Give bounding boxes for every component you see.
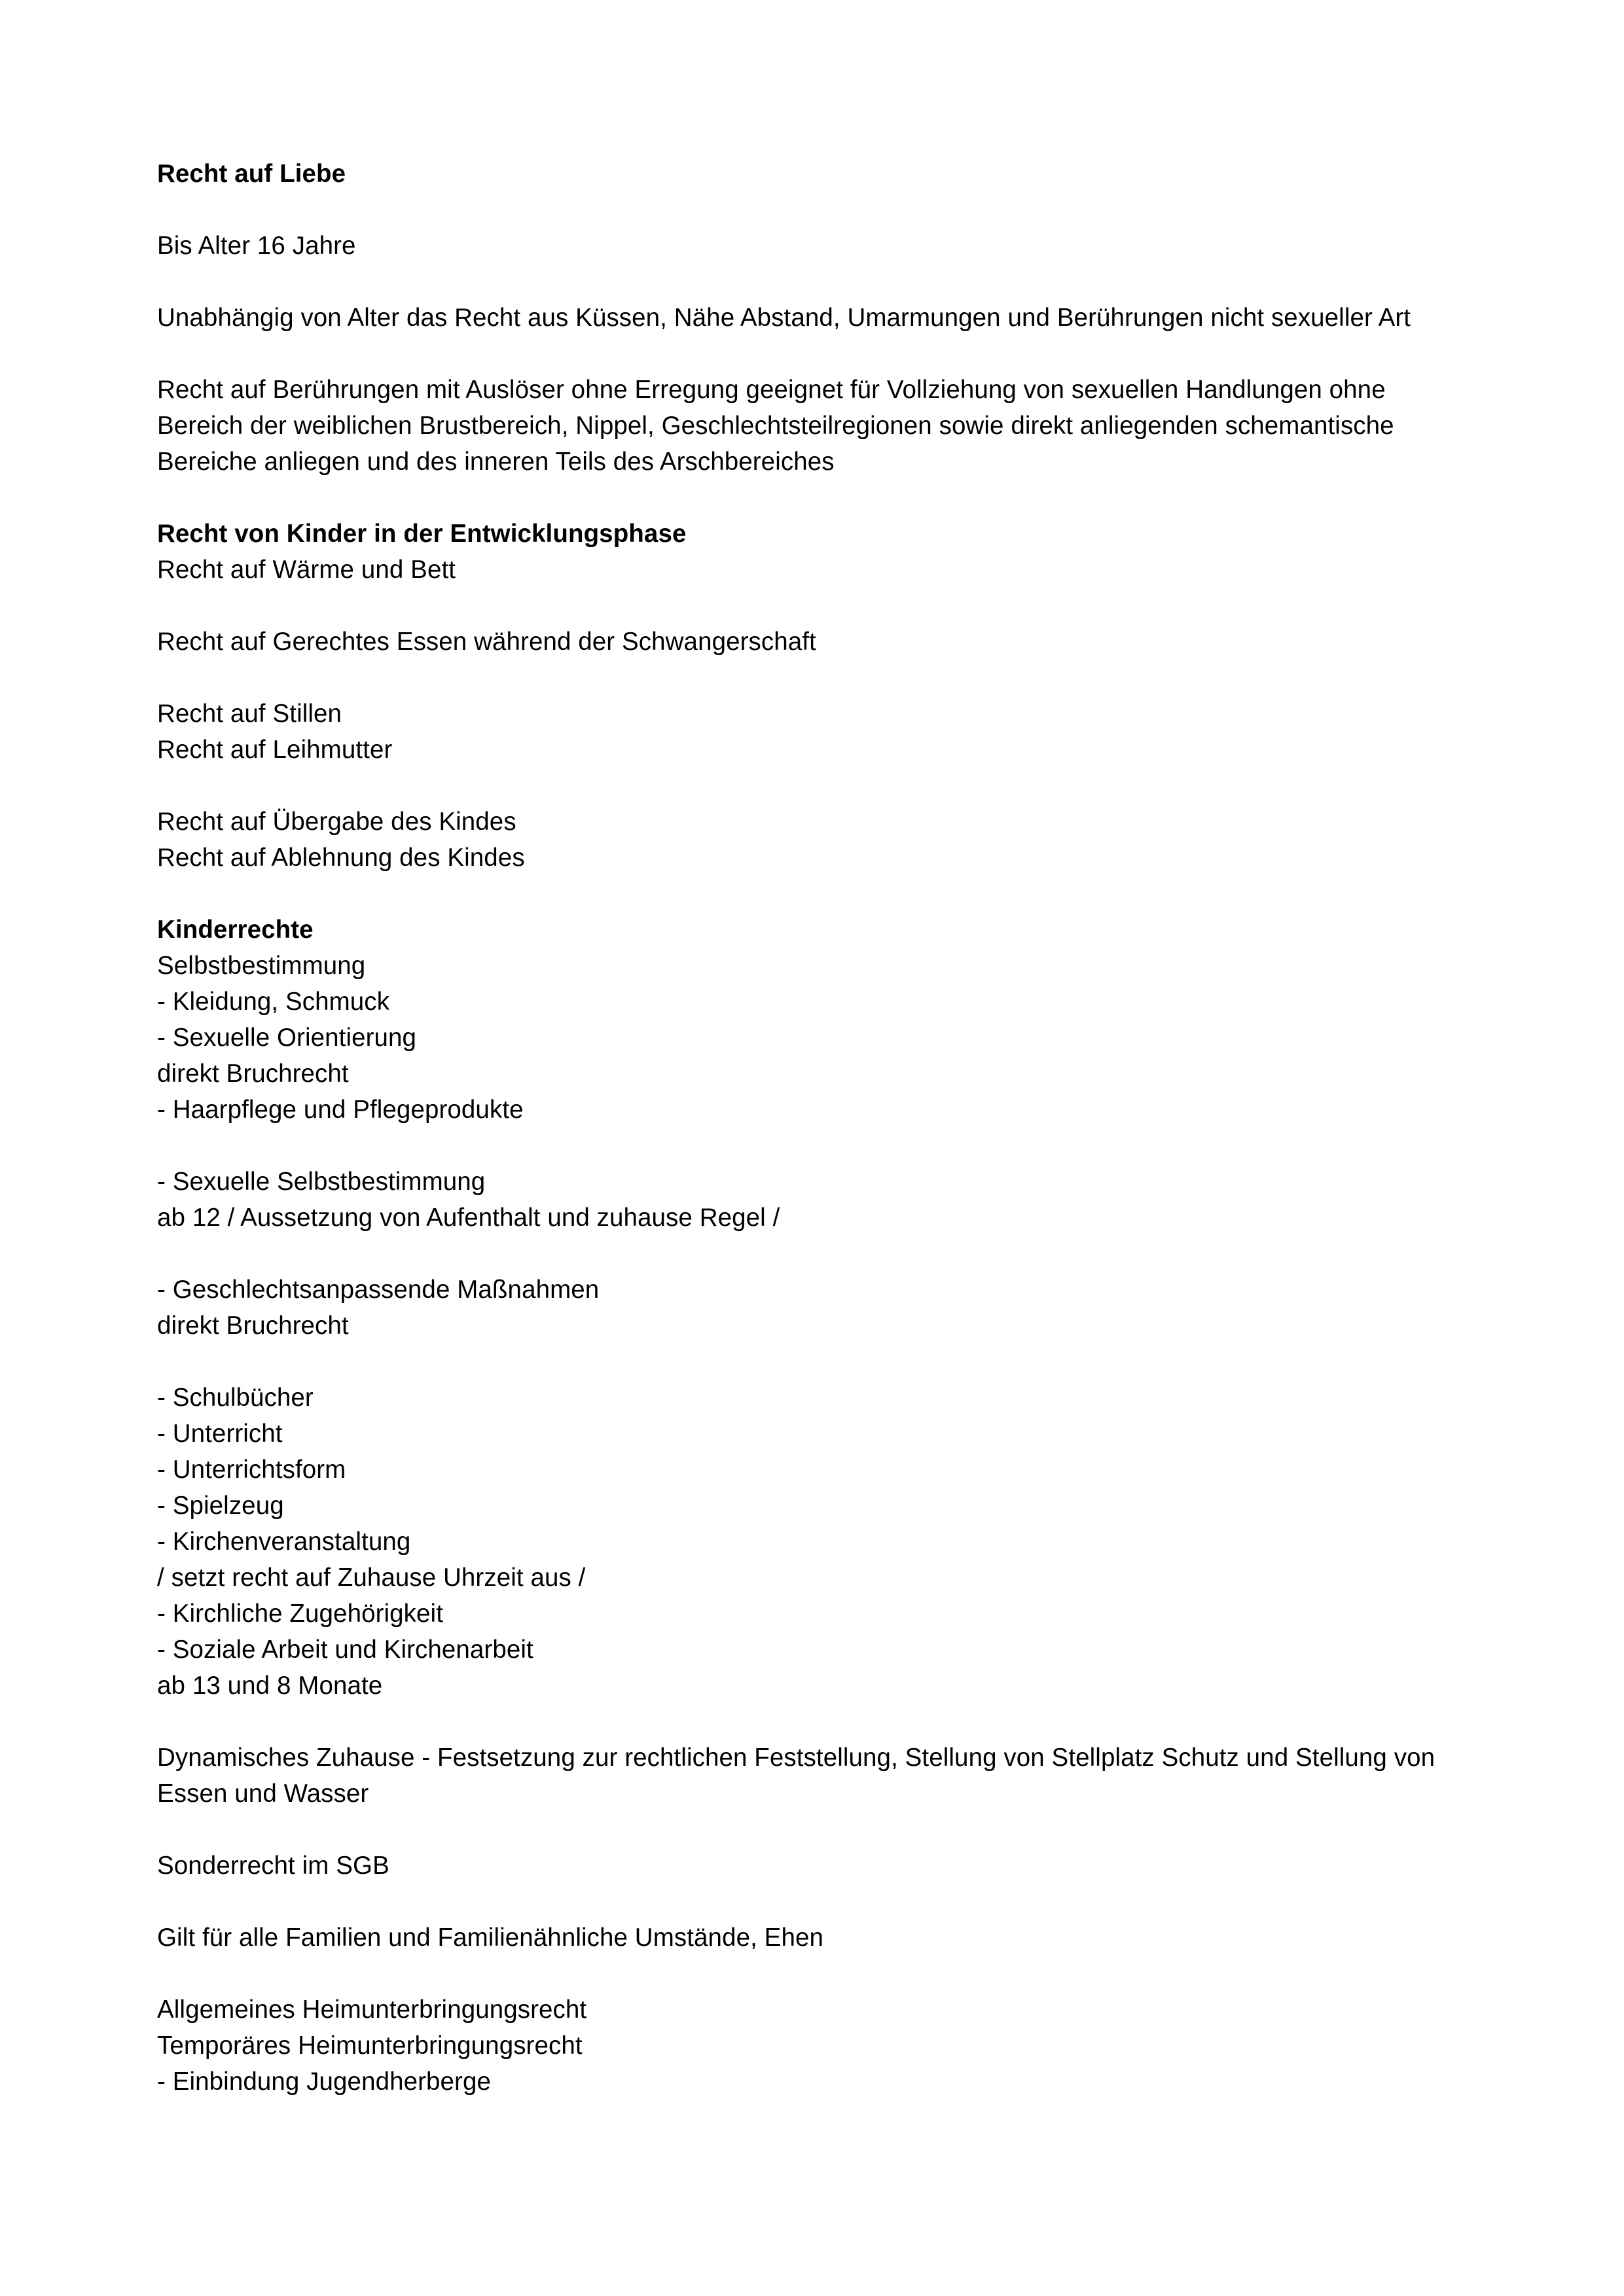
heading-line: Recht auf Liebe — [157, 160, 346, 188]
text-block-recht-auf-beruehrungen — [157, 372, 1460, 480]
text-line: - Haarpflege und Pflegeprodukte — [157, 1096, 524, 1124]
text-line: direkt Bruchrecht — [157, 1060, 349, 1088]
text-line: Recht auf Gerechtes Essen während der Schwangerschaft — [157, 628, 816, 656]
text-block-gerechtes-essen — [157, 624, 1460, 660]
text-line: - Unterrichtsform — [157, 1456, 346, 1484]
text-line: Gilt für alle Familien und Familienähnliche Umstände, Ehen — [157, 1924, 823, 1952]
text-block-sexuelle-selbstbestimmung — [157, 1164, 1460, 1236]
text-line: - Sexuelle Selbstbestimmung — [157, 1168, 486, 1196]
text-line: Allgemeines Heimunterbringungsrecht — [157, 1996, 587, 2024]
text-line: - Kirchenveranstaltung — [157, 1528, 411, 1556]
text-line: - Unterricht — [157, 1420, 283, 1448]
text-line: Recht auf Leihmutter — [157, 736, 393, 764]
text-line: Unabhängig von Alter das Recht aus Küssen, Nähe Abstand, Umarmungen und Berührungen nicht sexueller Art — [157, 304, 1411, 332]
text-line: ab 12 / Aussetzung von Aufenthalt und zuhause Regel / — [157, 1204, 780, 1232]
text-line: - Einbindung Jugendherberge — [157, 2068, 492, 2096]
text-line: Recht auf Übergabe des Kindes — [157, 808, 516, 836]
text-block-geschlechtsanpassende-massnahmen — [157, 1272, 1460, 1344]
text-line: Recht auf Stillen — [157, 700, 342, 728]
text-block-heading-entwicklungsphase — [157, 516, 1460, 588]
text-line: Recht auf Berührungen mit Auslöser ohne Erregung geeignet für Vollziehung von sexuellen Handlungen ohne Bereich der weiblichen Brustbereich, Nippel, Geschlechtsteilregionen sowie direkt anliegenden schemantische Bereiche anliegen und des inneren Teils des Arschbereiches — [157, 376, 1394, 476]
text-block-heading-kinderrechte — [157, 912, 1460, 1128]
text-line: Sonderrecht im SGB — [157, 1852, 389, 1880]
text-block-schule-und-kirche — [157, 1380, 1460, 1704]
text-line: - Geschlechtsanpassende Maßnahmen — [157, 1276, 600, 1304]
heading-line: Kinderrechte — [157, 916, 314, 944]
text-line: - Soziale Arbeit und Kirchenarbeit — [157, 1636, 533, 1664]
text-line: - Kirchliche Zugehörigkeit — [157, 1600, 443, 1628]
text-block-heimunterbringungsrecht — [157, 1992, 1460, 2100]
text-line: Recht auf Wärme und Bett — [157, 556, 456, 584]
text-block-dynamisches-zuhause — [157, 1740, 1460, 1812]
text-line: Recht auf Ablehnung des Kindes — [157, 844, 525, 872]
text-line: ab 13 und 8 Monate — [157, 1672, 383, 1700]
text-line: Selbstbestimmung — [157, 952, 366, 980]
text-line: direkt Bruchrecht — [157, 1312, 349, 1340]
heading-line: Recht von Kinder in der Entwicklungsphase — [157, 520, 687, 548]
text-block-unabhaengig-von-alter — [157, 300, 1460, 336]
document-body — [157, 156, 1460, 2100]
text-block-heading-recht-auf-liebe — [157, 156, 1460, 192]
text-line: - Schulbücher — [157, 1384, 314, 1412]
text-block-sonderrecht-sgb — [157, 1848, 1460, 1884]
text-line: / setzt recht auf Zuhause Uhrzeit aus / — [157, 1564, 586, 1592]
text-line: Temporäres Heimunterbringungsrecht — [157, 2032, 583, 2060]
text-line: - Sexuelle Orientierung — [157, 1024, 417, 1052]
text-block-uebergabe-ablehnung — [157, 804, 1460, 876]
text-line: Bis Alter 16 Jahre — [157, 232, 356, 260]
text-block-bis-alter — [157, 228, 1460, 264]
text-line: Dynamisches Zuhause - Festsetzung zur rechtlichen Feststellung, Stellung von Stellplatz Schutz und Stellung von Essen und Wasser — [157, 1744, 1435, 1808]
text-block-gilt-fuer-familien — [157, 1920, 1460, 1956]
text-line: - Kleidung, Schmuck — [157, 988, 389, 1016]
text-line: - Spielzeug — [157, 1492, 284, 1520]
text-block-stillen-leihmutter — [157, 696, 1460, 768]
